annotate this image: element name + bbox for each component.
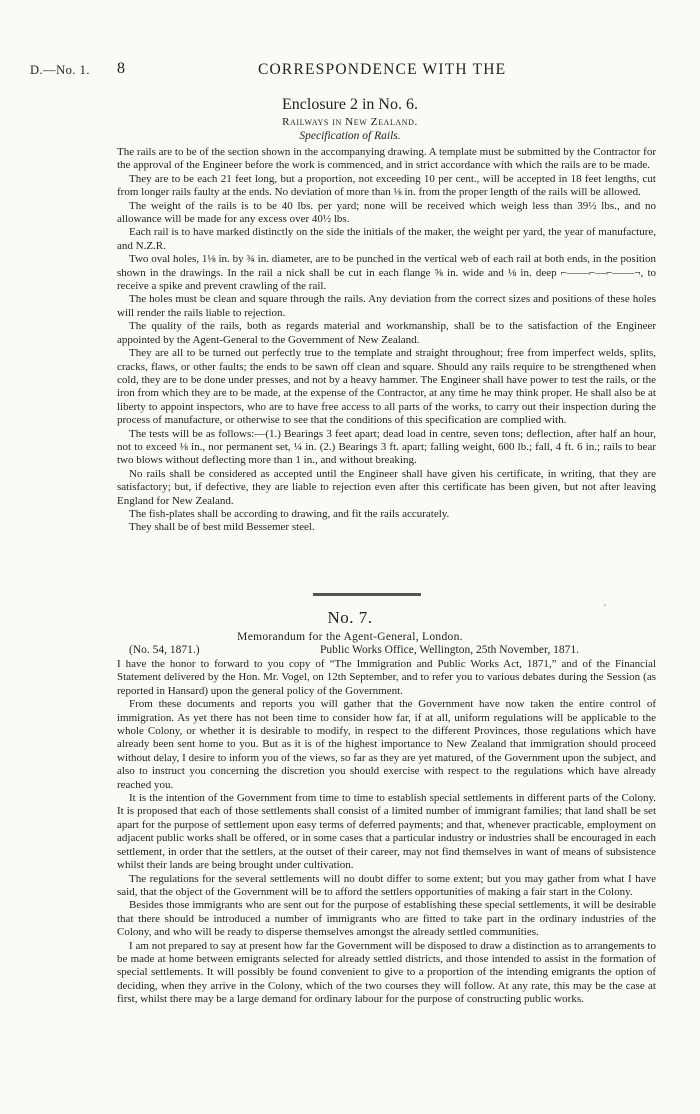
specification-title: Specification of Rails. [299,130,401,142]
paragraph: It is the intention of the Government from time to time to establish special settlements in different parts of the Colony. It is proposed that each of those settlements shall consist of a limited number of immigrant families; that land shall be set apart for the purpose of settlement upon easy terms of deferred payments; and that, whenever practicable, employment on adjacent public works shall be offered, or in some cases that a particular industry or industries shall be encouraged in each settlement, in order that the settlers, at the outset of their career, may not find themselves in want of means of subsistence whilst their lands are being brought under cultivation. [117,792,656,872]
paragraph: I have the honor to forward to you copy of “The Immigration and Public Works Act, 1871,” and of the Financial Statement delivered by the Hon. Mr. Vogel, on 12th September, and to refer you to various debates during the Session (as reported in Hansard) upon the general policy of the Government. [117,658,656,697]
paragraph: Each rail is to have marked distinctly on the side the initials of the maker, the weight per yard, the year of manufacture, and N.Z.R. [117,226,656,252]
place-date: Public Works Office, Wellington, 25th November, 1871. [320,644,579,656]
paragraph: The tests will be as follows:—(1.) Bearings 3 feet apart; dead load in centre, seven tons; deflection, after half an hour, not to exceed ⅛ in., nor permanent set, ¼ in. (2.) Bearings 3 ft. apart; falling weight, 600 lb.; fall, 4 ft. 6 in.; rails to bear two blows without deflecting more than 1 in., and without breaking. [117,427,656,467]
enclosure-title: Enclosure 2 in No. 6. [282,96,418,113]
paragraph: They are to be each 21 feet long, but a proportion, not exceeding 10 per cent., will be accepted in 18 feet lengths, cut from longer rails faulty at the ends. No deviation of more than ⅛ in. from the proper length of the rails will be allowed. [117,172,656,199]
margin-mark: ' [604,603,606,614]
specification-body [117,146,656,535]
paragraph: No rails shall be considered as accepted until the Engineer shall have given his certificate, in writing, that they are satisfactory; but, if defective, they are liable to rejection even after this certificate has been given, but not after leaving England for New Zealand. [117,467,656,507]
paragraph: The weight of the rails is to be 40 lbs. per yard; none will be received which weigh less than 39½ lbs., and no allowance will be made for any excess over 40½ lbs. [117,199,656,226]
page-header [0,60,700,80]
paragraph: The fish-plates shall be according to drawing, and fit the rails accurately. [129,507,450,520]
running-title: CORRESPONDENCE WITH THE [258,61,507,78]
enclosure-subtitle: Railways in New Zealand. [282,116,418,128]
dateline [117,644,656,658]
section-divider [313,593,421,596]
memorandum-body [117,658,656,1007]
paragraph: They are all to be turned out perfectly true to the template and straight throughout; free from imperfect welds, splits, cracks, flaws, or other faults; the ends to be sawn off clean and square. Should any rails require to be strengthened when cold, they are to be done under presses, and not by a heavy hammer. The Engineer shall have power to test the rails, or the iron from which they are to be made, at the expense of the Contractor, at any time he may think proper. He shall also be at liberty to appoint inspectors, who are to have free access to all parts of the works, to carry out their inspection during the process of manufacture, or otherwise to see that the conditions of this specification are complied with. [117,347,656,427]
memorandum-heading: Memorandum for the Agent-General, London. [237,631,463,643]
paragraph: I am not prepared to say at present how far the Government will be disposed to draw a distinction as to arrangements to be made at home between emigrants selected for already settled districts, and those intended to assist in the formation of special settlements. It will possibly be found convenient to give to a proportion of the intending emigrants the option of deciding, when they arrive in the Colony, which of the two courses they will follow. At any rate, this may be the case at first, whilst there may be a large demand for ordinary labour for the purpose of constructing public works. [117,939,656,1006]
paragraph: Besides those immigrants who are sent out for the purpose of establishing these special settlements, it will be desirable that there should be introduced a number of immigrants who are fitted to take part in the ordinary industries of the Colony, and who will be ready to disperse themselves amongst the already settled communities. [117,899,656,939]
document-reference: D.—No. 1. [30,63,91,77]
page-number: 8 [117,60,125,77]
paragraph: From these documents and reports you will gather that the Government have now taken the entire control of immigration. As yet there has not been time to consider how far, if at all, uniform regulations will be applicable to the whole Colony, or whether it is desirable to modify, in respect to the different Provinces, those regulations which have already been sent home to you. But as it is of the highest importance to New Zealand that immigration should proceed without delay, I desire to inform you of the views, so far as they are yet matured, of the Government upon the subject, and also to instruct you concerning the discretion you should exercise with respect to the regulations which have already reached you. [117,698,656,791]
paragraph: They shall be of best mild Bessemer steel. [129,521,315,534]
memo-reference: (No. 54, 1871.) [129,644,200,656]
paragraph: The holes must be clean and square through the rails. Any deviation from the correct sizes and positions of these holes will render the rails liable to rejection. [117,293,656,319]
paragraph: The quality of the rails, both as regards material and workmanship, shall be to the satisfaction of the Engineer appointed by the Agent-General to the Government of New Zealand. [117,320,656,346]
paragraph: Two oval holes, 1⅛ in. by ¾ in. diameter, are to be punched in the vertical web of each rail at both ends, in the position shown in the drawings. In the rail a nick shall be cut in each flange ⅝ in. wide and ⅛ in. deep ⌐——⌐—⌐——¬, to receive a spike and prevent crawling of the rail. [117,253,656,293]
paragraph: The rails are to be of the section shown in the accompanying drawing. A template must be submitted by the Contractor for the approval of the Engineer before the work is commenced, and in strict accordance with which the rails are to be made. [117,146,656,172]
paragraph: The regulations for the several settlements will no doubt differ to some extent; but you may gather from what I have said, that the object of the Government will be to afford the settlers opportunities of making a fair start in the Colony. [117,872,656,898]
section-title: No. 7. [327,608,373,627]
